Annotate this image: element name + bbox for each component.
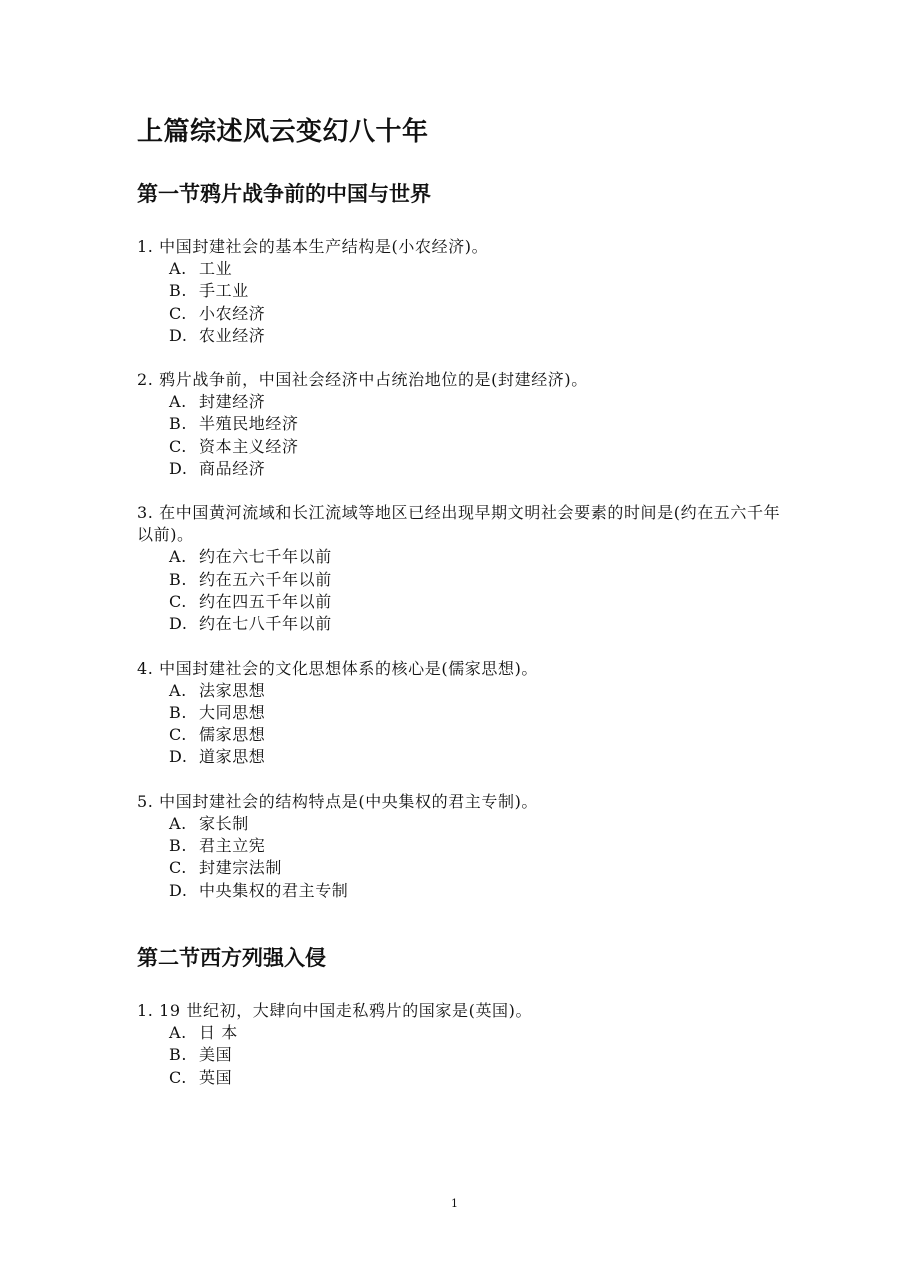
question-stem: 5. 中国封建社会的结构特点是(中央集权的君主专制)。: [137, 791, 539, 811]
option-text: 约在四五千年以前: [199, 591, 332, 611]
option-a: [169, 258, 787, 280]
question-stem: 4. 中国封建社会的文化思想体系的核心是(儒家思想)。: [137, 658, 539, 678]
option-text: 工业: [199, 259, 233, 278]
question-3: [137, 502, 787, 635]
option-c: [169, 436, 787, 458]
option-letter: B.: [169, 836, 188, 856]
section-1: [137, 178, 787, 902]
option-b: [169, 280, 787, 302]
option-text: 君主立宪: [199, 836, 266, 856]
option-text: 道家思想: [199, 747, 266, 767]
option-letter: D.: [169, 880, 188, 900]
option-text: 约在六七千年以前: [199, 547, 332, 567]
question-1: [137, 236, 787, 347]
option-b: [169, 569, 787, 591]
option-b: [169, 835, 787, 857]
option-d: [169, 746, 787, 768]
option-text: 美国: [199, 1045, 233, 1065]
option-list: [137, 391, 787, 480]
option-list: [137, 680, 787, 769]
option-d: [169, 325, 787, 347]
option-letter: B.: [169, 1045, 188, 1065]
option-text: 日 本: [199, 1022, 238, 1042]
option-text: 手工业: [199, 281, 249, 301]
option-text: 大同思想: [199, 702, 266, 722]
question-stem: 2. 鸦片战争前，中国社会经济中占统治地位的是(封建经济)。: [137, 370, 588, 390]
question-stem: 1. 中国封建社会的基本生产结构是(小农经济)。: [137, 237, 489, 256]
section-2: [137, 942, 787, 1089]
option-c: [169, 857, 787, 879]
option-text: 封建宗法制: [199, 858, 283, 878]
option-b: [169, 702, 787, 724]
option-text: 封建经济: [199, 392, 266, 412]
option-text: 儒家思想: [199, 725, 266, 745]
option-a: [169, 391, 787, 413]
option-text: 家长制: [199, 813, 249, 833]
option-letter: A.: [169, 680, 187, 700]
option-letter: C.: [169, 858, 187, 878]
option-list: [137, 813, 787, 902]
option-text: 英国: [199, 1067, 233, 1087]
section-title: 第二节西方列强入侵: [137, 945, 326, 970]
option-b: [169, 1044, 787, 1066]
option-letter: D.: [169, 325, 188, 345]
option-letter: B.: [169, 702, 188, 722]
option-text: 法家思想: [199, 680, 266, 700]
option-text: 商品经济: [199, 459, 266, 479]
option-letter: C.: [169, 1067, 187, 1087]
option-list: [137, 258, 787, 347]
option-text: 约在五六千年以前: [199, 569, 332, 589]
option-c: [169, 724, 787, 746]
option-letter: B.: [169, 281, 188, 301]
option-b: [169, 413, 787, 435]
question-stem: 1. 19 世纪初，大肆向中国走私鸦片的国家是(英国)。: [137, 1000, 533, 1020]
option-d: [169, 880, 787, 902]
option-letter: B.: [169, 414, 188, 434]
option-c: [169, 591, 787, 613]
option-a: [169, 813, 787, 835]
option-letter: A.: [169, 259, 187, 278]
option-text: 约在七八千年以前: [199, 614, 332, 634]
option-letter: A.: [169, 1022, 187, 1042]
option-letter: D.: [169, 459, 188, 479]
option-letter: C.: [169, 591, 187, 611]
option-letter: A.: [169, 392, 187, 412]
option-c: [169, 303, 787, 325]
option-a: [169, 680, 787, 702]
section-title: 第一节鸦片战争前的中国与世界: [137, 182, 431, 206]
option-list: [137, 1022, 787, 1089]
option-a: [169, 1022, 787, 1044]
page-number: 1: [451, 1197, 458, 1210]
option-text: 资本主义经济: [199, 436, 299, 456]
option-text: 半殖民地经济: [199, 414, 299, 434]
option-letter: C.: [169, 436, 187, 456]
question-1: [137, 1000, 787, 1089]
option-d: [169, 613, 787, 635]
option-text: 中央集权的君主专制: [199, 880, 349, 900]
option-letter: A.: [169, 813, 187, 833]
option-letter: C.: [169, 303, 187, 323]
option-d: [169, 458, 787, 480]
option-text: 农业经济: [199, 325, 266, 345]
option-list: [137, 546, 787, 635]
option-letter: D.: [169, 614, 188, 634]
option-a: [169, 546, 787, 568]
option-letter: D.: [169, 747, 188, 767]
part-title: 上篇综述风云变幻八十年: [137, 117, 429, 147]
question-stem: 3. 在中国黄河流域和长江流域等地区已经出现早期文明社会要素的时间是(约在五六千年以前)。: [137, 503, 781, 545]
question-4: [137, 658, 787, 769]
page-content: [137, 112, 787, 1111]
option-letter: A.: [169, 547, 187, 567]
question-5: [137, 791, 787, 902]
option-letter: B.: [169, 569, 188, 589]
option-c: [169, 1067, 787, 1089]
option-text: 小农经济: [199, 303, 266, 323]
option-letter: C.: [169, 725, 187, 745]
question-2: [137, 369, 787, 480]
